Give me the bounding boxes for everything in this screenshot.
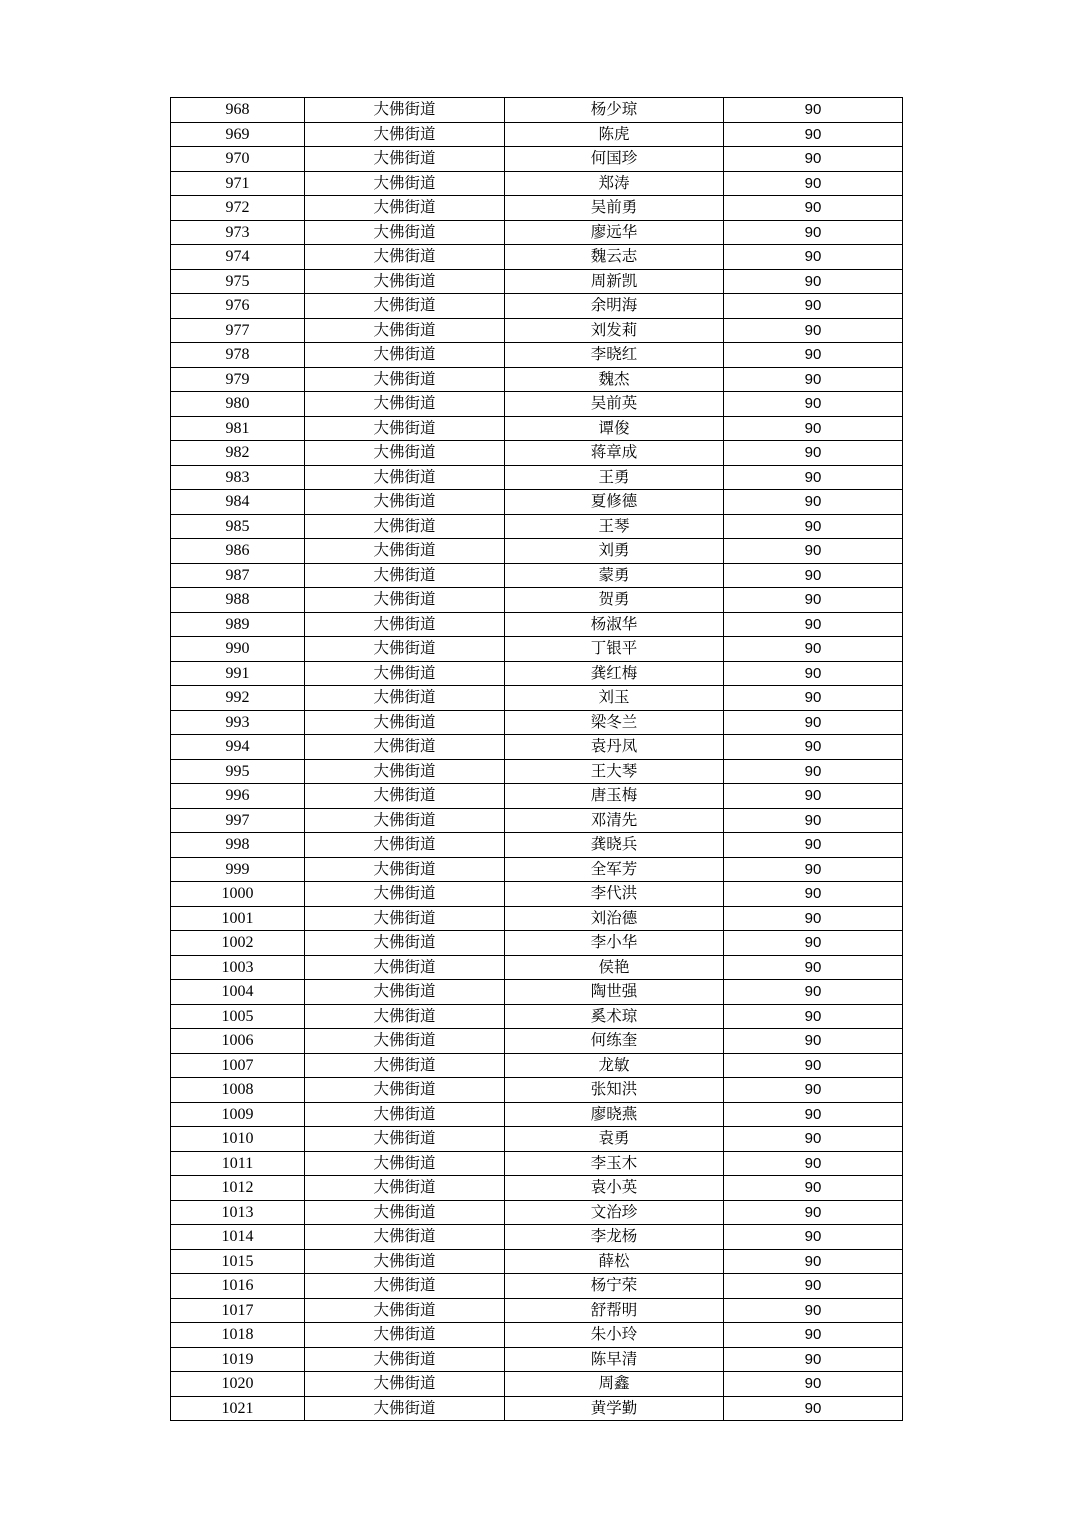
street-cell: 大佛街道 xyxy=(305,759,505,784)
table-row xyxy=(171,343,903,368)
person-name: 王琴 xyxy=(505,514,724,539)
table-row xyxy=(171,122,903,147)
table-row xyxy=(171,1053,903,1078)
street-cell: 大佛街道 xyxy=(305,980,505,1005)
person-name: 李代洪 xyxy=(505,882,724,907)
street-cell: 大佛街道 xyxy=(305,833,505,858)
table-row xyxy=(171,1274,903,1299)
street-cell: 大佛街道 xyxy=(305,122,505,147)
table-row xyxy=(171,220,903,245)
row-number: 1016 xyxy=(171,1274,305,1299)
score-cell: 90 xyxy=(724,490,903,515)
row-number: 1013 xyxy=(171,1200,305,1225)
person-name: 龚红梅 xyxy=(505,661,724,686)
street-cell: 大佛街道 xyxy=(305,1004,505,1029)
table-row xyxy=(171,808,903,833)
score-cell: 90 xyxy=(724,931,903,956)
row-number: 987 xyxy=(171,563,305,588)
street-cell: 大佛街道 xyxy=(305,245,505,270)
score-cell: 90 xyxy=(724,343,903,368)
person-name: 廖晓燕 xyxy=(505,1102,724,1127)
street-cell: 大佛街道 xyxy=(305,220,505,245)
data-table xyxy=(170,97,903,1421)
score-cell: 90 xyxy=(724,416,903,441)
street-cell: 大佛街道 xyxy=(305,392,505,417)
row-number: 1004 xyxy=(171,980,305,1005)
street-cell: 大佛街道 xyxy=(305,465,505,490)
table-row xyxy=(171,1151,903,1176)
person-name: 夏修德 xyxy=(505,490,724,515)
street-cell: 大佛街道 xyxy=(305,367,505,392)
table-row xyxy=(171,1200,903,1225)
person-name: 侯艳 xyxy=(505,955,724,980)
person-name: 廖远华 xyxy=(505,220,724,245)
table-row xyxy=(171,1127,903,1152)
row-number: 975 xyxy=(171,269,305,294)
row-number: 970 xyxy=(171,147,305,172)
row-number: 981 xyxy=(171,416,305,441)
street-cell: 大佛街道 xyxy=(305,269,505,294)
score-cell: 90 xyxy=(724,1053,903,1078)
row-number: 999 xyxy=(171,857,305,882)
street-cell: 大佛街道 xyxy=(305,931,505,956)
street-cell: 大佛街道 xyxy=(305,906,505,931)
score-cell: 90 xyxy=(724,906,903,931)
street-cell: 大佛街道 xyxy=(305,171,505,196)
person-name: 陶世强 xyxy=(505,980,724,1005)
row-number: 993 xyxy=(171,710,305,735)
table-row xyxy=(171,882,903,907)
score-cell: 90 xyxy=(724,882,903,907)
table-row xyxy=(171,735,903,760)
person-name: 刘玉 xyxy=(505,686,724,711)
table-row xyxy=(171,1225,903,1250)
table-row xyxy=(171,1298,903,1323)
score-cell: 90 xyxy=(724,833,903,858)
score-cell: 90 xyxy=(724,735,903,760)
person-name: 杨宁荣 xyxy=(505,1274,724,1299)
person-name: 魏云志 xyxy=(505,245,724,270)
street-cell: 大佛街道 xyxy=(305,1372,505,1397)
table-row xyxy=(171,1102,903,1127)
table-row xyxy=(171,931,903,956)
street-cell: 大佛街道 xyxy=(305,318,505,343)
score-cell: 90 xyxy=(724,637,903,662)
person-name: 袁丹凤 xyxy=(505,735,724,760)
row-number: 1001 xyxy=(171,906,305,931)
street-cell: 大佛街道 xyxy=(305,1151,505,1176)
table-row xyxy=(171,318,903,343)
person-name: 袁勇 xyxy=(505,1127,724,1152)
person-name: 杨淑华 xyxy=(505,612,724,637)
street-cell: 大佛街道 xyxy=(305,1102,505,1127)
score-cell: 90 xyxy=(724,1151,903,1176)
score-cell: 90 xyxy=(724,1274,903,1299)
table-row xyxy=(171,833,903,858)
score-cell: 90 xyxy=(724,588,903,613)
row-number: 982 xyxy=(171,441,305,466)
score-cell: 90 xyxy=(724,147,903,172)
score-cell: 90 xyxy=(724,1004,903,1029)
street-cell: 大佛街道 xyxy=(305,1200,505,1225)
score-cell: 90 xyxy=(724,1298,903,1323)
street-cell: 大佛街道 xyxy=(305,612,505,637)
row-number: 997 xyxy=(171,808,305,833)
person-name: 刘勇 xyxy=(505,539,724,564)
table-row xyxy=(171,612,903,637)
person-name: 张知洪 xyxy=(505,1078,724,1103)
score-cell: 90 xyxy=(724,1249,903,1274)
row-number: 986 xyxy=(171,539,305,564)
score-cell: 90 xyxy=(724,563,903,588)
row-number: 996 xyxy=(171,784,305,809)
person-name: 唐玉梅 xyxy=(505,784,724,809)
person-name: 王大琴 xyxy=(505,759,724,784)
person-name: 周新凯 xyxy=(505,269,724,294)
row-number: 1002 xyxy=(171,931,305,956)
score-cell: 90 xyxy=(724,1127,903,1152)
row-number: 1008 xyxy=(171,1078,305,1103)
row-number: 968 xyxy=(171,98,305,123)
person-name: 丁银平 xyxy=(505,637,724,662)
person-name: 余明海 xyxy=(505,294,724,319)
person-name: 何国珍 xyxy=(505,147,724,172)
table-row xyxy=(171,980,903,1005)
table-row xyxy=(171,147,903,172)
person-name: 李晓红 xyxy=(505,343,724,368)
row-number: 1010 xyxy=(171,1127,305,1152)
row-number: 976 xyxy=(171,294,305,319)
table-row xyxy=(171,294,903,319)
row-number: 980 xyxy=(171,392,305,417)
street-cell: 大佛街道 xyxy=(305,735,505,760)
street-cell: 大佛街道 xyxy=(305,514,505,539)
table-row xyxy=(171,1396,903,1421)
score-cell: 90 xyxy=(724,710,903,735)
person-name: 李玉木 xyxy=(505,1151,724,1176)
row-number: 989 xyxy=(171,612,305,637)
table-row xyxy=(171,1323,903,1348)
person-name: 刘发莉 xyxy=(505,318,724,343)
street-cell: 大佛街道 xyxy=(305,294,505,319)
score-cell: 90 xyxy=(724,686,903,711)
table-row xyxy=(171,588,903,613)
person-name: 龙敏 xyxy=(505,1053,724,1078)
row-number: 977 xyxy=(171,318,305,343)
row-number: 1012 xyxy=(171,1176,305,1201)
score-cell: 90 xyxy=(724,808,903,833)
street-cell: 大佛街道 xyxy=(305,441,505,466)
score-cell: 90 xyxy=(724,98,903,123)
street-cell: 大佛街道 xyxy=(305,686,505,711)
table-row xyxy=(171,392,903,417)
row-number: 983 xyxy=(171,465,305,490)
person-name: 舒帮明 xyxy=(505,1298,724,1323)
street-cell: 大佛街道 xyxy=(305,637,505,662)
score-cell: 90 xyxy=(724,1347,903,1372)
street-cell: 大佛街道 xyxy=(305,1225,505,1250)
row-number: 992 xyxy=(171,686,305,711)
score-cell: 90 xyxy=(724,392,903,417)
score-cell: 90 xyxy=(724,220,903,245)
row-number: 1000 xyxy=(171,882,305,907)
row-number: 984 xyxy=(171,490,305,515)
score-cell: 90 xyxy=(724,539,903,564)
person-name: 谭俊 xyxy=(505,416,724,441)
score-cell: 90 xyxy=(724,514,903,539)
person-name: 贺勇 xyxy=(505,588,724,613)
row-number: 995 xyxy=(171,759,305,784)
table-row xyxy=(171,514,903,539)
table-row xyxy=(171,759,903,784)
table-row xyxy=(171,1004,903,1029)
person-name: 朱小玲 xyxy=(505,1323,724,1348)
table-row xyxy=(171,490,903,515)
row-number: 1017 xyxy=(171,1298,305,1323)
person-name: 邓清先 xyxy=(505,808,724,833)
score-cell: 90 xyxy=(724,441,903,466)
person-name: 龚晓兵 xyxy=(505,833,724,858)
row-number: 985 xyxy=(171,514,305,539)
table-row xyxy=(171,171,903,196)
table-row xyxy=(171,1029,903,1054)
row-number: 974 xyxy=(171,245,305,270)
table-row xyxy=(171,1372,903,1397)
row-number: 1006 xyxy=(171,1029,305,1054)
street-cell: 大佛街道 xyxy=(305,1323,505,1348)
street-cell: 大佛街道 xyxy=(305,1078,505,1103)
row-number: 1018 xyxy=(171,1323,305,1348)
score-cell: 90 xyxy=(724,465,903,490)
street-cell: 大佛街道 xyxy=(305,588,505,613)
person-name: 郑涛 xyxy=(505,171,724,196)
table-row xyxy=(171,196,903,221)
street-cell: 大佛街道 xyxy=(305,343,505,368)
table-row xyxy=(171,857,903,882)
row-number: 973 xyxy=(171,220,305,245)
table-row xyxy=(171,686,903,711)
row-number: 1019 xyxy=(171,1347,305,1372)
street-cell: 大佛街道 xyxy=(305,1053,505,1078)
row-number: 1021 xyxy=(171,1396,305,1421)
score-cell: 90 xyxy=(724,1396,903,1421)
table-row xyxy=(171,245,903,270)
row-number: 998 xyxy=(171,833,305,858)
row-number: 969 xyxy=(171,122,305,147)
row-number: 1014 xyxy=(171,1225,305,1250)
score-cell: 90 xyxy=(724,122,903,147)
person-name: 陈早清 xyxy=(505,1347,724,1372)
street-cell: 大佛街道 xyxy=(305,1029,505,1054)
row-number: 990 xyxy=(171,637,305,662)
table-row xyxy=(171,539,903,564)
row-number: 1015 xyxy=(171,1249,305,1274)
person-name: 吴前英 xyxy=(505,392,724,417)
person-name: 魏杰 xyxy=(505,367,724,392)
street-cell: 大佛街道 xyxy=(305,882,505,907)
street-cell: 大佛街道 xyxy=(305,1347,505,1372)
row-number: 972 xyxy=(171,196,305,221)
score-cell: 90 xyxy=(724,1225,903,1250)
person-name: 黄学勤 xyxy=(505,1396,724,1421)
table-row xyxy=(171,1347,903,1372)
table-row xyxy=(171,1078,903,1103)
row-number: 991 xyxy=(171,661,305,686)
score-cell: 90 xyxy=(724,1200,903,1225)
person-name: 王勇 xyxy=(505,465,724,490)
table-row xyxy=(171,367,903,392)
table-row xyxy=(171,465,903,490)
table-row xyxy=(171,661,903,686)
score-cell: 90 xyxy=(724,612,903,637)
score-cell: 90 xyxy=(724,784,903,809)
score-cell: 90 xyxy=(724,294,903,319)
person-name: 薛松 xyxy=(505,1249,724,1274)
street-cell: 大佛街道 xyxy=(305,857,505,882)
street-cell: 大佛街道 xyxy=(305,147,505,172)
row-number: 971 xyxy=(171,171,305,196)
street-cell: 大佛街道 xyxy=(305,1396,505,1421)
street-cell: 大佛街道 xyxy=(305,563,505,588)
score-cell: 90 xyxy=(724,318,903,343)
person-name: 何练奎 xyxy=(505,1029,724,1054)
person-name: 吴前勇 xyxy=(505,196,724,221)
street-cell: 大佛街道 xyxy=(305,1176,505,1201)
person-name: 蒙勇 xyxy=(505,563,724,588)
person-name: 梁冬兰 xyxy=(505,710,724,735)
street-cell: 大佛街道 xyxy=(305,490,505,515)
street-cell: 大佛街道 xyxy=(305,98,505,123)
street-cell: 大佛街道 xyxy=(305,710,505,735)
street-cell: 大佛街道 xyxy=(305,955,505,980)
person-name: 蒋章成 xyxy=(505,441,724,466)
table-row xyxy=(171,98,903,123)
row-number: 1003 xyxy=(171,955,305,980)
score-cell: 90 xyxy=(724,245,903,270)
row-number: 1007 xyxy=(171,1053,305,1078)
row-number: 1005 xyxy=(171,1004,305,1029)
person-name: 文治珍 xyxy=(505,1200,724,1225)
score-cell: 90 xyxy=(724,1372,903,1397)
street-cell: 大佛街道 xyxy=(305,196,505,221)
score-cell: 90 xyxy=(724,1102,903,1127)
street-cell: 大佛街道 xyxy=(305,784,505,809)
row-number: 978 xyxy=(171,343,305,368)
person-name: 陈虎 xyxy=(505,122,724,147)
table-row xyxy=(171,1249,903,1274)
street-cell: 大佛街道 xyxy=(305,1274,505,1299)
row-number: 994 xyxy=(171,735,305,760)
person-name: 袁小英 xyxy=(505,1176,724,1201)
table-row xyxy=(171,710,903,735)
person-name: 刘治德 xyxy=(505,906,724,931)
table-row xyxy=(171,906,903,931)
score-cell: 90 xyxy=(724,1176,903,1201)
score-cell: 90 xyxy=(724,759,903,784)
table-row xyxy=(171,637,903,662)
score-cell: 90 xyxy=(724,857,903,882)
score-cell: 90 xyxy=(724,661,903,686)
street-cell: 大佛街道 xyxy=(305,416,505,441)
score-cell: 90 xyxy=(724,171,903,196)
street-cell: 大佛街道 xyxy=(305,1127,505,1152)
person-name: 周鑫 xyxy=(505,1372,724,1397)
score-cell: 90 xyxy=(724,367,903,392)
row-number: 988 xyxy=(171,588,305,613)
table-row xyxy=(171,955,903,980)
score-cell: 90 xyxy=(724,1323,903,1348)
score-cell: 90 xyxy=(724,955,903,980)
score-cell: 90 xyxy=(724,269,903,294)
score-cell: 90 xyxy=(724,1078,903,1103)
street-cell: 大佛街道 xyxy=(305,661,505,686)
street-cell: 大佛街道 xyxy=(305,808,505,833)
street-cell: 大佛街道 xyxy=(305,539,505,564)
table-row xyxy=(171,269,903,294)
person-name: 杨少琼 xyxy=(505,98,724,123)
person-name: 李小华 xyxy=(505,931,724,956)
table-row xyxy=(171,563,903,588)
row-number: 979 xyxy=(171,367,305,392)
row-number: 1009 xyxy=(171,1102,305,1127)
table-row xyxy=(171,1176,903,1201)
person-name: 奚术琼 xyxy=(505,1004,724,1029)
score-cell: 90 xyxy=(724,980,903,1005)
table-body xyxy=(171,98,903,1421)
street-cell: 大佛街道 xyxy=(305,1249,505,1274)
table-row xyxy=(171,784,903,809)
person-name: 李龙杨 xyxy=(505,1225,724,1250)
table-row xyxy=(171,416,903,441)
table-row xyxy=(171,441,903,466)
row-number: 1020 xyxy=(171,1372,305,1397)
street-cell: 大佛街道 xyxy=(305,1298,505,1323)
score-cell: 90 xyxy=(724,1029,903,1054)
score-cell: 90 xyxy=(724,196,903,221)
person-name: 全军芳 xyxy=(505,857,724,882)
row-number: 1011 xyxy=(171,1151,305,1176)
